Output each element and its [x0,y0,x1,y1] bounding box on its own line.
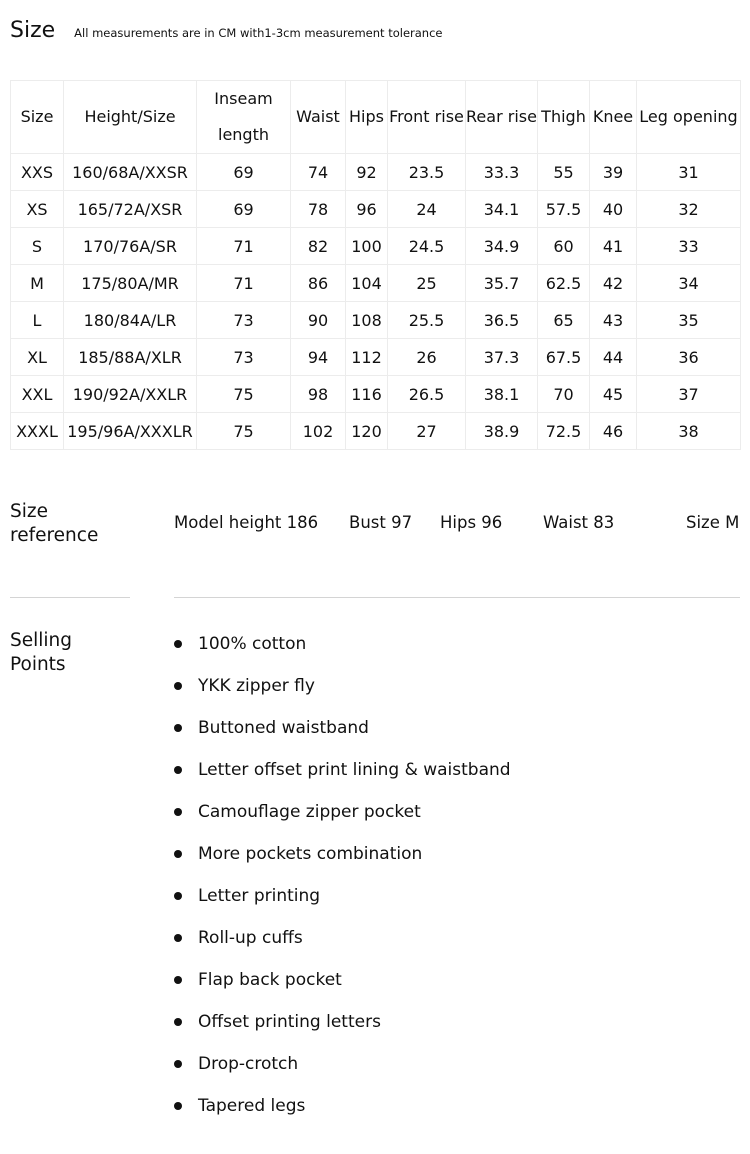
table-cell: 55 [538,154,590,191]
column-header: Size [11,81,64,154]
table-cell: 75 [197,376,291,413]
table-cell: 104 [346,265,388,302]
table-cell: 35.7 [466,265,538,302]
divider-left [10,597,130,598]
table-cell: 190/92A/XXLR [64,376,197,413]
selling-point-item [174,756,511,798]
size-chart-table [10,80,741,450]
table-cell: 31 [637,154,741,191]
table-cell: 26.5 [388,376,466,413]
table-row [11,413,741,450]
selling-point-item [174,924,511,966]
measurement-note: All measurements are in CM with1-3cm measurement tolerance [74,26,443,40]
table-cell: 195/96A/XXXLR [64,413,197,450]
table-cell: 26 [388,339,466,376]
table-cell: 100 [346,228,388,265]
selling-point-text: Drop-crotch [198,1054,299,1074]
table-cell: 38.9 [466,413,538,450]
table-cell: M [11,265,64,302]
selling-point-item [174,630,511,672]
table-cell: 40 [590,191,637,228]
column-header: Leg opening [637,81,741,154]
column-header: Knee [590,81,637,154]
table-cell: 75 [197,413,291,450]
table-cell: 73 [197,339,291,376]
table-cell: 36 [637,339,741,376]
table-cell: XXXL [11,413,64,450]
model-hips: Hips 96 [440,513,503,532]
table-row [11,228,741,265]
model-size: Size M [686,513,740,532]
table-cell: 38 [637,413,741,450]
table-cell: 71 [197,265,291,302]
selling-point-text: YKK zipper fly [198,676,315,696]
column-header: Waist [291,81,346,154]
table-cell: 57.5 [538,191,590,228]
table-cell: 24 [388,191,466,228]
table-cell: 34.1 [466,191,538,228]
table-cell: 74 [291,154,346,191]
table-cell: 86 [291,265,346,302]
table-cell: 78 [291,191,346,228]
table-header-row [11,81,741,154]
selling-point-text: More pockets combination [198,844,423,864]
selling-point-item [174,714,511,756]
column-header: Rear rise [466,81,538,154]
selling-point-item [174,882,511,924]
table-cell: XL [11,339,64,376]
table-cell: 27 [388,413,466,450]
bullet-icon [174,1102,182,1110]
model-waist: Waist 83 [543,513,615,532]
table-cell: 37 [637,376,741,413]
column-header: Height/Size [64,81,197,154]
table-cell: 160/68A/XXSR [64,154,197,191]
table-cell: XXL [11,376,64,413]
size-title: Size [10,18,56,43]
selling-point-text: Tapered legs [198,1096,306,1116]
table-cell: 69 [197,191,291,228]
table-cell: 42 [590,265,637,302]
selling-point-item [174,1092,511,1134]
divider-right [174,597,740,598]
table-cell: 92 [346,154,388,191]
selling-point-text: Buttoned waistband [198,718,369,738]
selling-point-text: Flap back pocket [198,970,342,990]
column-header: Hips [346,81,388,154]
selling-point-text: Offset printing letters [198,1012,381,1032]
table-cell: 25 [388,265,466,302]
selling-point-text: Roll-up cuffs [198,928,303,948]
bullet-icon [174,640,182,648]
table-cell: 37.3 [466,339,538,376]
table-cell: 96 [346,191,388,228]
table-row [11,154,741,191]
selling-point-item [174,840,511,882]
table-cell: 45 [590,376,637,413]
selling-point-item [174,672,511,714]
table-cell: 112 [346,339,388,376]
table-cell: 82 [291,228,346,265]
column-header: Front rise [388,81,466,154]
table-cell: L [11,302,64,339]
table-cell: 98 [291,376,346,413]
size-header [10,18,443,52]
selling-point-item [174,1008,511,1050]
size-reference-label-line1: Size [10,501,48,522]
model-bust: Bust 97 [349,513,413,532]
table-cell: 34 [637,265,741,302]
bullet-icon [174,1018,182,1026]
table-cell: 120 [346,413,388,450]
bullet-icon [174,850,182,858]
table-row [11,339,741,376]
table-cell: XXS [11,154,64,191]
table-cell: 34.9 [466,228,538,265]
selling-points-label-line2: Points [10,654,66,675]
bullet-icon [174,892,182,900]
selling-points-label [10,629,72,677]
table-cell: 108 [346,302,388,339]
selling-point-text: 100% cotton [198,634,307,654]
table-body [11,154,741,450]
bullet-icon [174,808,182,816]
table-cell: 38.1 [466,376,538,413]
table-cell: 44 [590,339,637,376]
table-row [11,376,741,413]
selling-point-text: Letter printing [198,886,321,906]
selling-point-item [174,798,511,840]
table-cell: 41 [590,228,637,265]
selling-point-item [174,966,511,1008]
table-cell: 65 [538,302,590,339]
table-row [11,302,741,339]
bullet-icon [174,976,182,984]
selling-points-label-line1: Selling [10,630,73,651]
table-cell: 33.3 [466,154,538,191]
selling-point-text: Letter offset print lining & waistband [198,760,511,780]
table-cell: 102 [291,413,346,450]
table-cell: 25.5 [388,302,466,339]
model-height: Model height 186 [174,513,319,532]
table-cell: 69 [197,154,291,191]
table-cell: 72.5 [538,413,590,450]
table-cell: 36.5 [466,302,538,339]
table-cell: 33 [637,228,741,265]
bullet-icon [174,724,182,732]
table-cell: 73 [197,302,291,339]
table-cell: 185/88A/XLR [64,339,197,376]
table-cell: 46 [590,413,637,450]
table-cell: 43 [590,302,637,339]
table-cell: 62.5 [538,265,590,302]
table-cell: 170/76A/SR [64,228,197,265]
bullet-icon [174,682,182,690]
table-cell: 67.5 [538,339,590,376]
table-cell: 39 [590,154,637,191]
table-cell: 23.5 [388,154,466,191]
table-cell: 60 [538,228,590,265]
table-row [11,191,741,228]
table-cell: 165/72A/XSR [64,191,197,228]
table-cell: 32 [637,191,741,228]
selling-points-list [174,630,511,1134]
column-header: Thigh [538,81,590,154]
table-cell: 71 [197,228,291,265]
table-cell: 24.5 [388,228,466,265]
size-reference-label [10,500,98,548]
table-cell: 116 [346,376,388,413]
table-cell: 35 [637,302,741,339]
table-cell: 180/84A/LR [64,302,197,339]
selling-point-item [174,1050,511,1092]
column-header: Inseam length [197,81,291,154]
size-reference-label-line2: reference [10,525,99,546]
bullet-icon [174,766,182,774]
bullet-icon [174,934,182,942]
table-cell: 94 [291,339,346,376]
table-cell: 175/80A/MR [64,265,197,302]
table-cell: S [11,228,64,265]
selling-point-text: Camouflage zipper pocket [198,802,421,822]
table-cell: XS [11,191,64,228]
table-cell: 90 [291,302,346,339]
table-row [11,265,741,302]
bullet-icon [174,1060,182,1068]
table-cell: 70 [538,376,590,413]
